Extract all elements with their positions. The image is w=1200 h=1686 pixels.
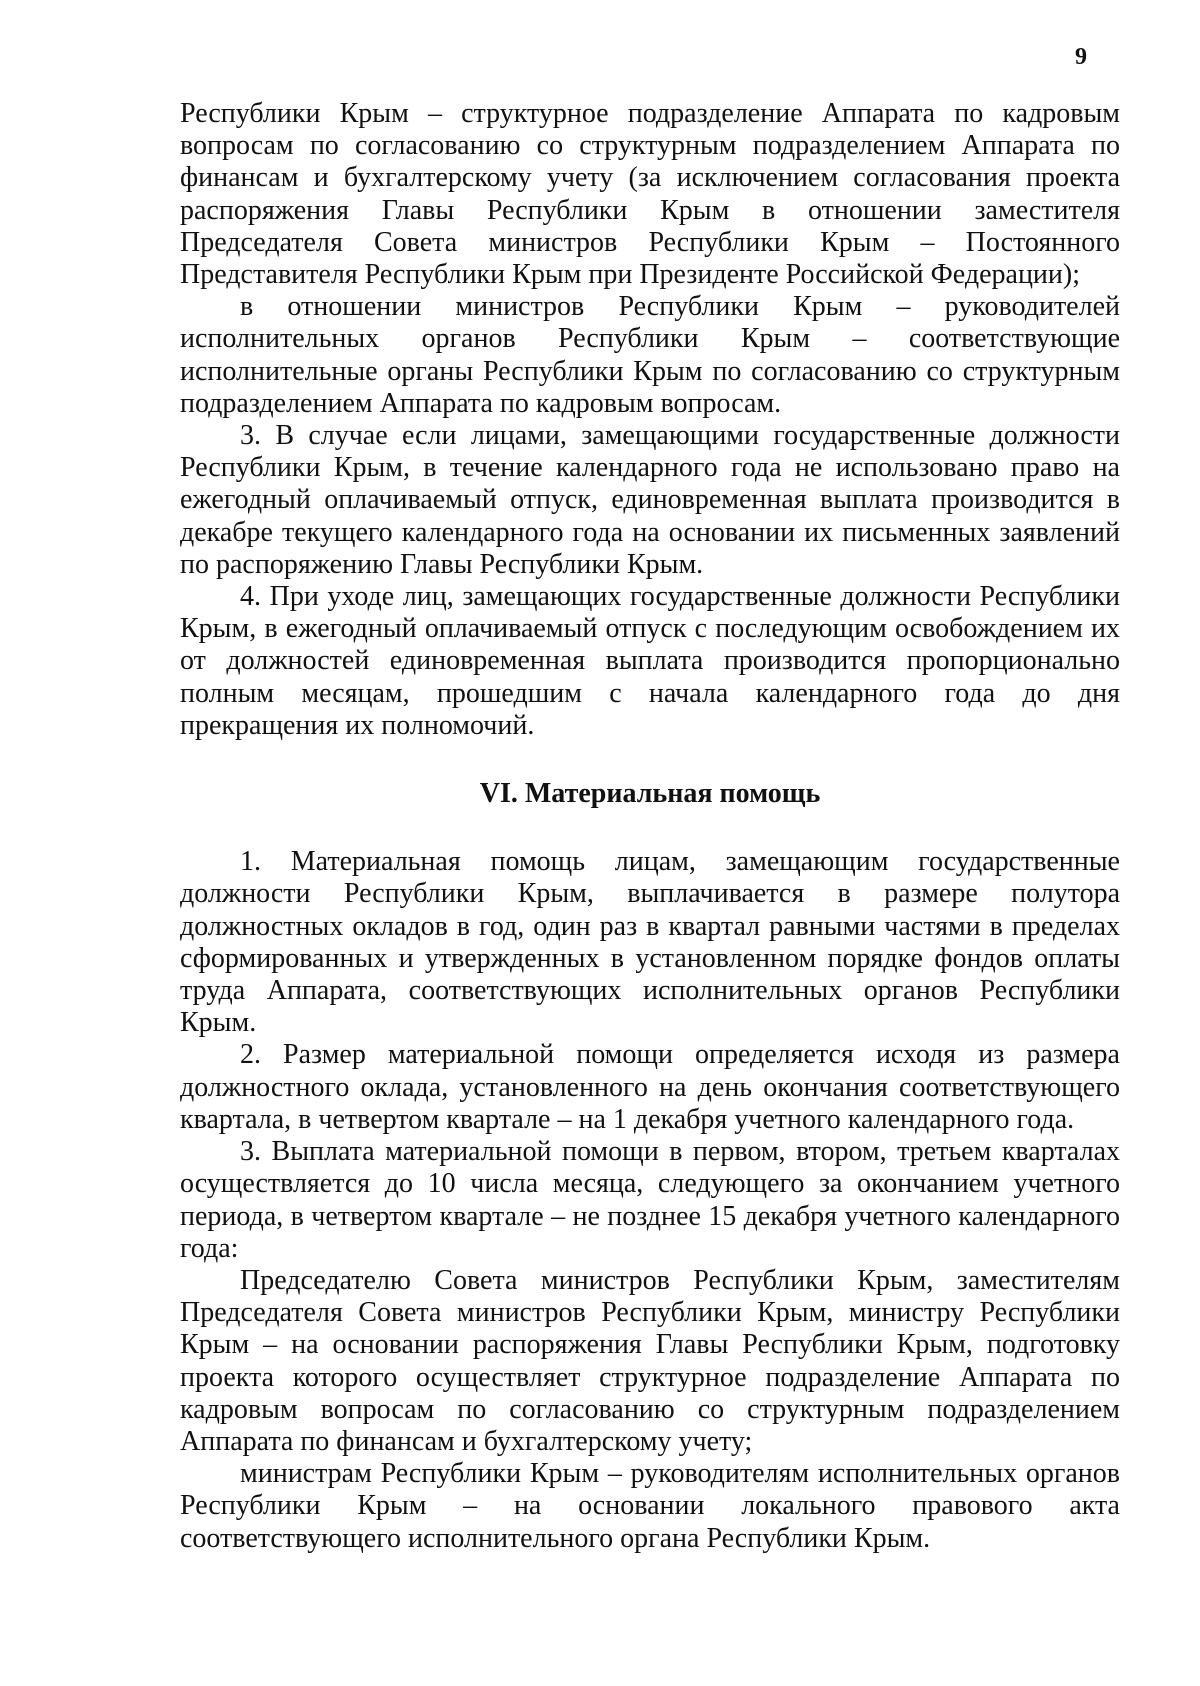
paragraph-ministers-approval: в отношении министров Республики Крым – руководителей исполнительных органов Республики Крым – соответствующие исполнительные органы Республики Крым по согласованию со структурным подразделением Аппарата по кадровым вопросам. xyxy=(180,291,1120,419)
paragraph-aid-chairman: Председателю Совета министров Республики Крым, заместителям Председателя Совета министров Республики Крым, министру Республики Крым – на основании распоряжения Главы Республики Крым, подготовку проекта которого осуществляет структурное подразделение Аппарата по кадровым вопросам по согласованию со структурным подразделением Аппарата по финансам и бухгалтерскому учету; xyxy=(180,1264,1120,1457)
paragraph-item-4-dismissal: 4. При уходе лиц, замещающих государственные должности Республики Крым, в ежегодный оплачиваемый отпуск с последующим освобождением их от должностей единовременная выплата производится пропорционально полным месяцам, прошедшим с начала календарного года до дня прекращения их полномочий. xyxy=(180,581,1120,741)
paragraph-aid-item-3: 3. Выплата материальной помощи в первом, втором, третьем кварталах осуществляется до 10 числа месяца, следующего за окончанием учетного периода, в четвертом квартале – не позднее 15 декабря учетного календарного года: xyxy=(180,1136,1120,1264)
page-number: 9 xyxy=(1075,44,1087,70)
paragraph-aid-ministers: министрам Республики Крым – руководителям исполнительных органов Республики Крым – на основании локального правового акта соответствующего исполнительного органа Республики Крым. xyxy=(180,1458,1120,1554)
paragraph-aid-item-2: 2. Размер материальной помощи определяется исходя из размера должностного оклада, установленного на день окончания соответствующего квартала, в четвертом квартале – на 1 декабря учетного календарного года. xyxy=(180,1039,1120,1135)
document-body xyxy=(180,98,1120,1555)
paragraph-item-3-unused-leave: 3. В случае если лицами, замещающими государственные должности Республики Крым, в течение календарного года не использовано право на ежегодный оплачиваемый отпуск, единовременная выплата производится в декабре текущего календарного года на основании их письменных заявлений по распоряжению Главы Республики Крым. xyxy=(180,420,1120,580)
section-heading-material-aid: VI. Материальная помощь xyxy=(479,778,821,810)
paragraph-continuation: Республики Крым – структурное подразделение Аппарата по кадровым вопросам по согласованию со структурным подразделением Аппарата по финансам и бухгалтерскому учету (за исключением согласования проекта распоряжения Главы Республики Крым в отношении заместителя Председателя Совета министров Республики Крым – Постоянного Представителя Республики Крым при Президенте Российской Федерации); xyxy=(180,98,1120,291)
paragraph-aid-item-1: 1. Материальная помощь лицам, замещающим государственные должности Республики Крым, выплачивается в размере полутора должностных окладов в год, один раз в квартал равными частями в пределах сформированных и утвержденных в установленном порядке фондов оплаты труда Аппарата, соответствующих исполнительных органов Республики Крым. xyxy=(180,846,1120,1039)
